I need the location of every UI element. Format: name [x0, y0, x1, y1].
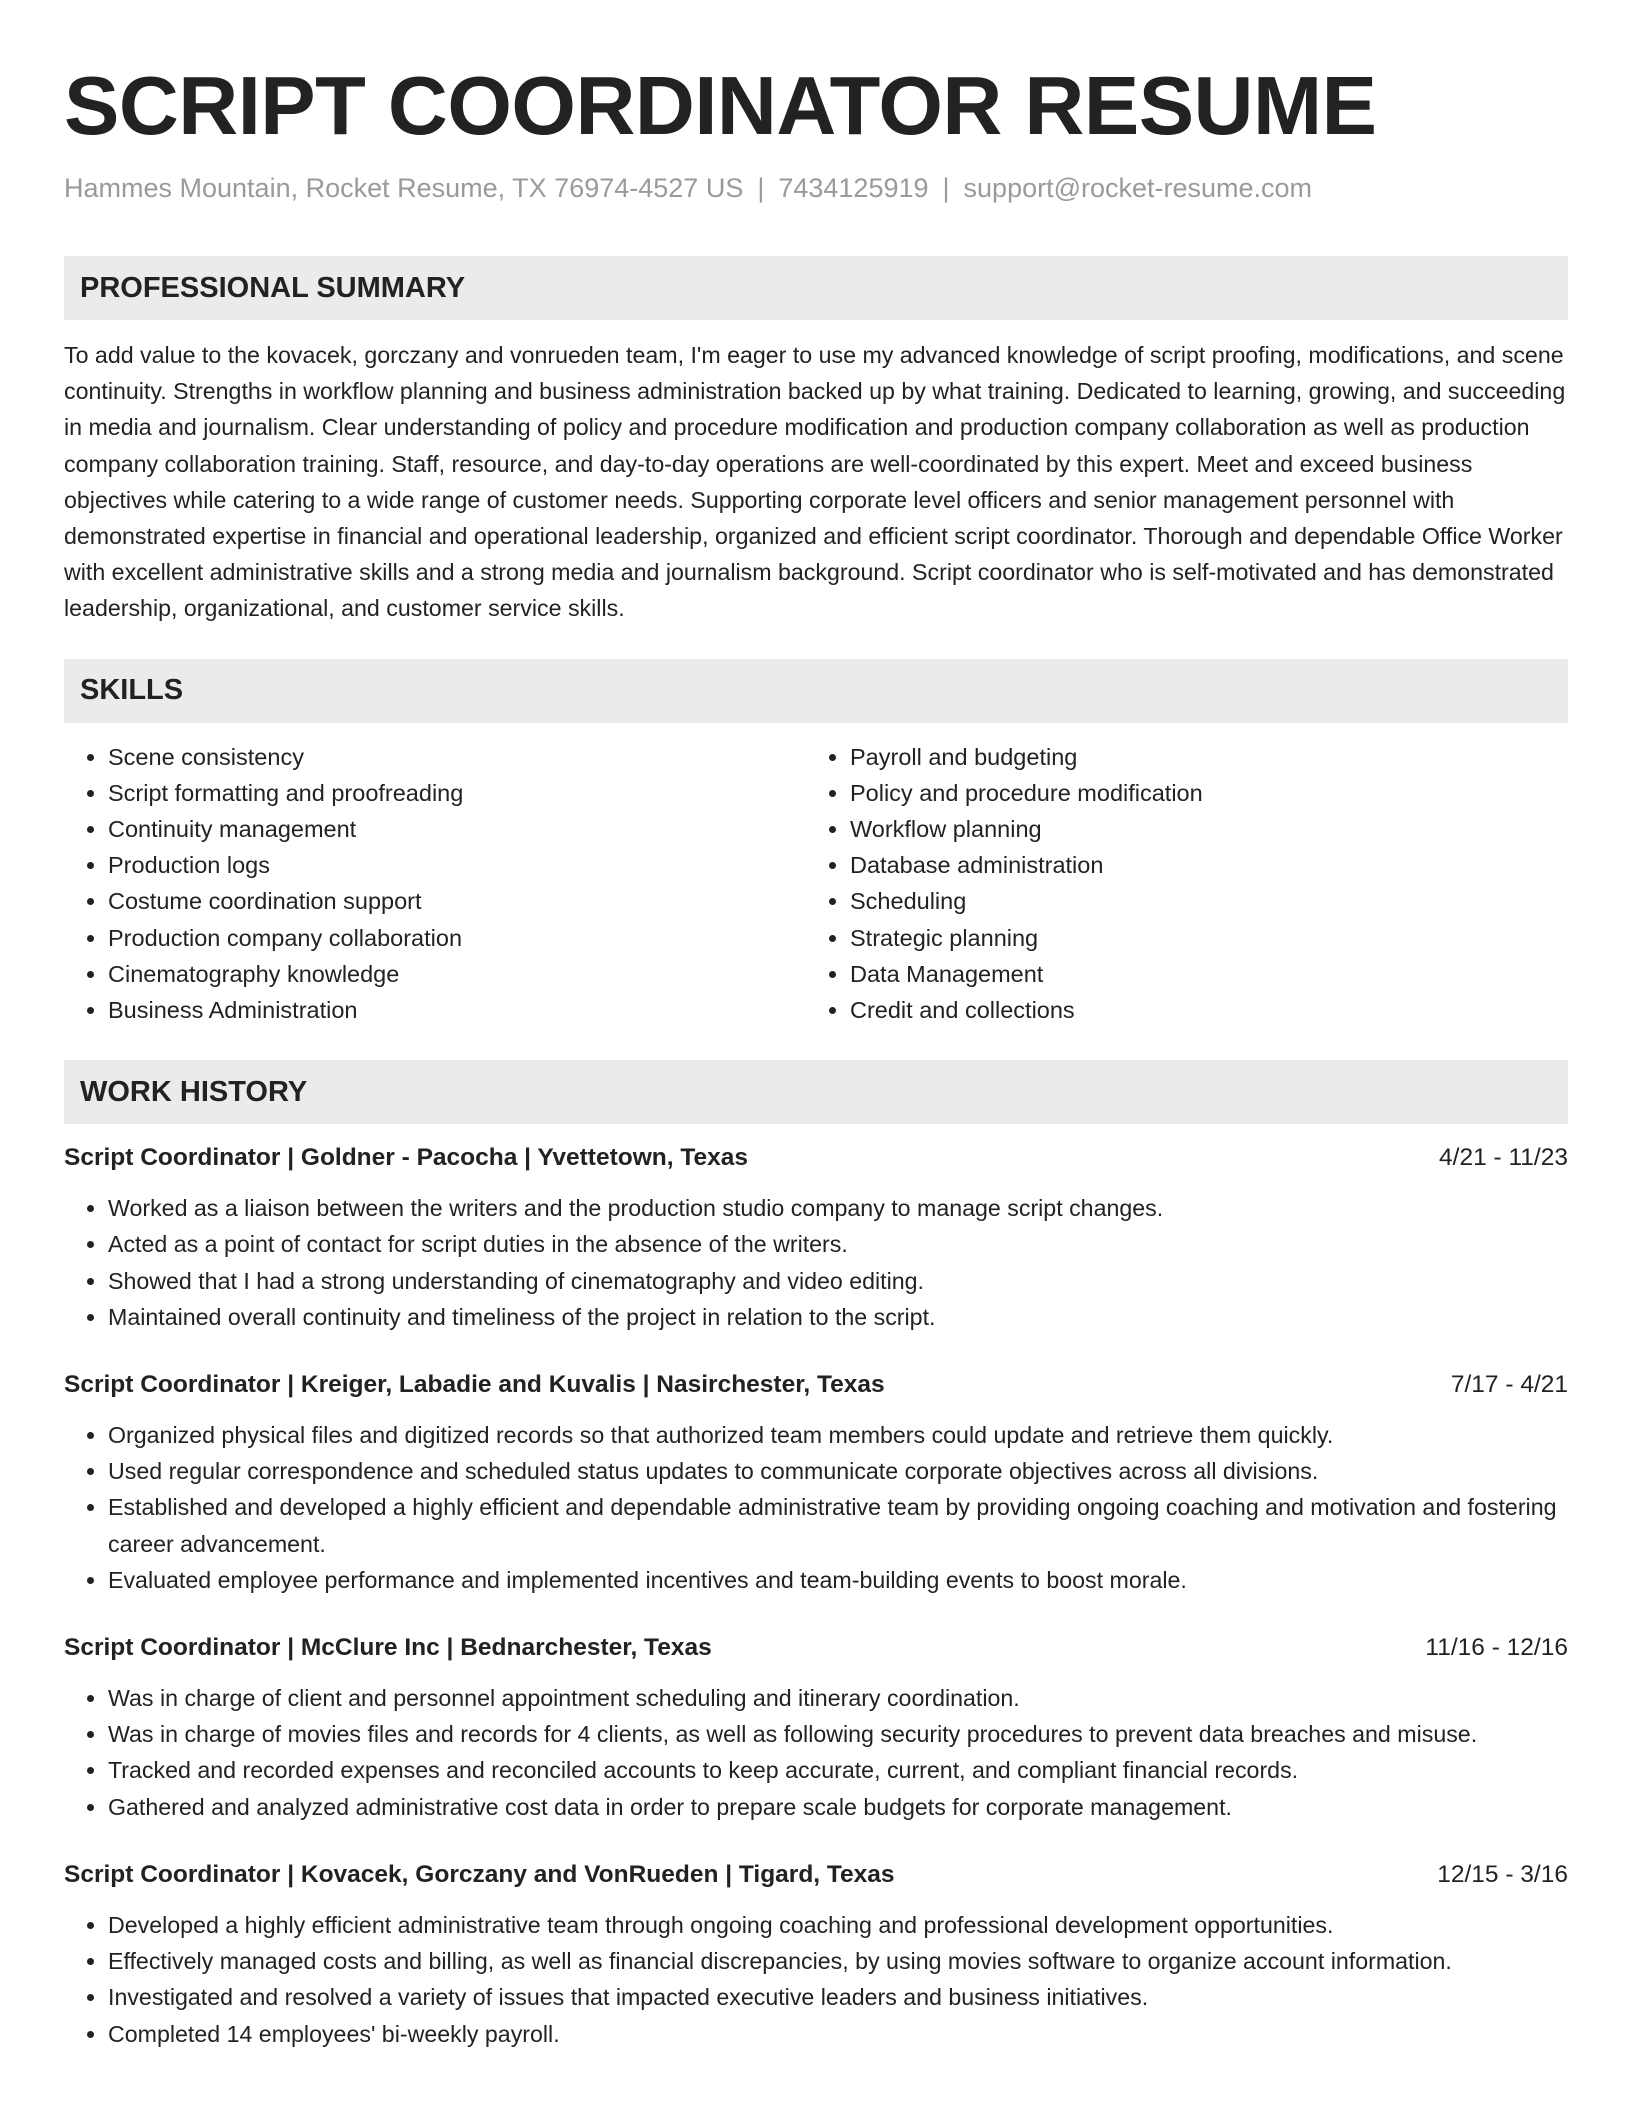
- section-header-professional-summary: PROFESSIONAL SUMMARY: [64, 256, 1568, 320]
- job-title: Script Coordinator | McClure Inc | Bednarchester, Texas: [64, 1634, 712, 1662]
- job-entry: [64, 1367, 1568, 1598]
- job-dates: 7/17 - 4/21: [1450, 1371, 1568, 1399]
- skill-item: • Payroll and budgeting: [850, 739, 1568, 775]
- job-bullet: • Evaluated employee performance and implemented incentives and team-building events to boost morale.: [108, 1562, 1568, 1598]
- job-dates: 11/16 - 12/16: [1425, 1634, 1568, 1662]
- skill-item: • Workflow planning: [850, 811, 1568, 847]
- skill-item: • Credit and collections: [850, 992, 1568, 1028]
- job-bullet: • Worked as a liaison between the writers and the production studio company to manage script changes.: [108, 1190, 1568, 1226]
- skill-item: • Production company collaboration: [108, 920, 806, 956]
- work-history-section: [64, 1060, 1568, 2051]
- job-bullet: • Established and developed a highly efficient and dependable administrative team by providing ongoing coaching and motivation and fostering career advancement.: [108, 1489, 1568, 1561]
- job-dates: 12/15 - 3/16: [1437, 1860, 1568, 1888]
- skill-item: • Costume coordination support: [108, 883, 806, 919]
- job-bullets: [64, 1680, 1568, 1825]
- skills-column-right: [806, 739, 1568, 1029]
- contact-address: Hammes Mountain, Rocket Resume, TX 76974-4527 US: [64, 173, 744, 203]
- skill-item: • Data Management: [850, 956, 1568, 992]
- job-header: [64, 1367, 1568, 1403]
- job-bullet: • Tracked and recorded expenses and reconciled accounts to keep accurate, current, and compliant financial records.: [108, 1752, 1568, 1788]
- job-bullet: • Completed 14 employees' bi-weekly payroll.: [108, 2016, 1568, 2052]
- skills-grid: [64, 739, 1568, 1029]
- contact-separator: |: [757, 173, 765, 203]
- skills-section: [64, 659, 1568, 1029]
- job-bullet: • Acted as a point of contact for script duties in the absence of the writers.: [108, 1226, 1568, 1262]
- job-bullets: [64, 1190, 1568, 1335]
- skill-item: • Business Administration: [108, 992, 806, 1028]
- professional-summary-section: [64, 256, 1568, 627]
- skill-item: • Database administration: [850, 847, 1568, 883]
- job-bullet: • Showed that I had a strong understanding of cinematography and video editing.: [108, 1263, 1568, 1299]
- job-entry: [64, 1140, 1568, 1335]
- section-header-skills: SKILLS: [64, 659, 1568, 723]
- job-entry: [64, 1630, 1568, 1825]
- skill-item: • Policy and procedure modification: [850, 775, 1568, 811]
- job-bullet: • Investigated and resolved a variety of issues that impacted executive leaders and business initiatives.: [108, 1979, 1568, 2015]
- job-entry: [64, 1857, 1568, 2052]
- job-title: Script Coordinator | Goldner - Pacocha | Yvettetown, Texas: [64, 1144, 748, 1172]
- job-title: Script Coordinator | Kovacek, Gorczany and VonRueden | Tigard, Texas: [64, 1860, 895, 1888]
- job-bullet: • Effectively managed costs and billing, as well as financial discrepancies, by using movies software to organize account information.: [108, 1943, 1568, 1979]
- resume-title: SCRIPT COORDINATOR RESUME: [64, 58, 1377, 152]
- job-bullets: [64, 1907, 1568, 2052]
- job-bullet: • Developed a highly efficient administrative team through ongoing coaching and professional development opportunities.: [108, 1907, 1568, 1943]
- job-header: [64, 1857, 1568, 1893]
- contact-line: [64, 170, 1568, 206]
- job-bullets: [64, 1417, 1568, 1598]
- job-bullet: • Organized physical files and digitized records so that authorized team members could update and retrieve them quickly.: [108, 1417, 1568, 1453]
- skill-item: • Production logs: [108, 847, 806, 883]
- job-bullet: • Used regular correspondence and scheduled status updates to communicate corporate objectives across all divisions.: [108, 1453, 1568, 1489]
- job-title: Script Coordinator | Kreiger, Labadie and Kuvalis | Nasirchester, Texas: [64, 1371, 885, 1399]
- skill-item: • Cinematography knowledge: [108, 956, 806, 992]
- skill-item: • Scheduling: [850, 883, 1568, 919]
- contact-phone: 7434125919: [778, 173, 929, 203]
- skill-item: • Strategic planning: [850, 920, 1568, 956]
- summary-text: To add value to the kovacek, gorczany and vonrueden team, I'm eager to use my advanced knowledge of script proofing, modifications, and scene continuity. Strengths in workflow planning and business administration backed up by what training. Dedicated to learning, growing, and succeeding in media and journalism. Clear understanding of policy and procedure modification and production company collaboration as well as production company collaboration training. Staff, resource, and day-to-day operations are well-coordinated by this expert. Meet and exceed business objectives while catering to a wide range of customer needs. Supporting corporate level officers and senior management personnel with demonstrated expertise in financial and operational leadership, organized and efficient script coordinator. Thorough and dependable Office Worker with excellent administrative skills and a strong media and journalism background. Script coordinator who is self-motivated and has demonstrated leadership, organizational, and customer service skills.: [64, 342, 1566, 622]
- job-header: [64, 1140, 1568, 1176]
- job-bullet: • Was in charge of client and personnel appointment scheduling and itinerary coordination.: [108, 1680, 1568, 1716]
- section-header-work-history: WORK HISTORY: [64, 1060, 1568, 1124]
- contact-separator: |: [942, 173, 950, 203]
- contact-email: support@rocket-resume.com: [963, 173, 1313, 203]
- skills-column-left: [64, 739, 806, 1029]
- job-bullet: • Gathered and analyzed administrative cost data in order to prepare scale budgets for corporate management.: [108, 1789, 1568, 1825]
- job-bullet: • Was in charge of movies files and records for 4 clients, as well as following security procedures to prevent data breaches and misuse.: [108, 1716, 1568, 1752]
- job-header: [64, 1630, 1568, 1666]
- skill-item: • Continuity management: [108, 811, 806, 847]
- job-dates: 4/21 - 11/23: [1439, 1144, 1568, 1172]
- skill-item: • Script formatting and proofreading: [108, 775, 806, 811]
- job-bullet: • Maintained overall continuity and timeliness of the project in relation to the script.: [108, 1299, 1568, 1335]
- skill-item: • Scene consistency: [108, 739, 806, 775]
